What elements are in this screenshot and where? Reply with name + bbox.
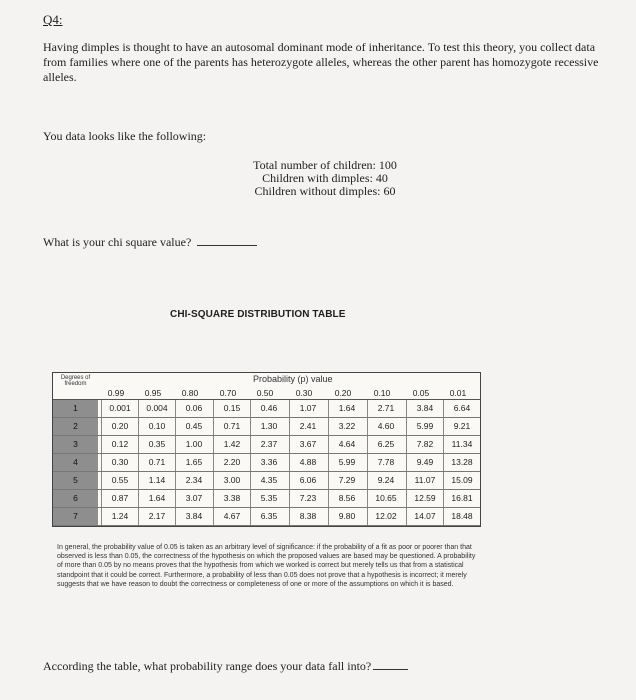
table-cell: 9.49 (406, 454, 443, 471)
table-cell: 0.87 (101, 490, 138, 507)
p-value-header: 0.05 (412, 388, 430, 398)
answer-blank (197, 235, 257, 246)
dof-header: Degrees of freedom (60, 375, 91, 387)
probability-header: Probability (p) value (253, 374, 333, 384)
table-cell: 1.07 (289, 400, 326, 417)
table-cell: 1.64 (138, 490, 175, 507)
table-cell: 12.02 (367, 508, 404, 525)
table-cell: 6.25 (367, 436, 404, 453)
table-cell: 15.09 (443, 472, 480, 489)
question-number: Q4: (43, 12, 63, 27)
table-cell: 1.24 (101, 508, 138, 525)
table-cell: 3.00 (213, 472, 250, 489)
table-cell: 6.06 (289, 472, 326, 489)
table-cell: 0.30 (101, 454, 138, 471)
table-cell: 4.64 (328, 436, 365, 453)
chi-square-question (43, 235, 257, 250)
table-cell: 10.65 (367, 490, 404, 507)
p-value-header: 0.10 (373, 388, 391, 398)
table-cell: 4.67 (213, 508, 250, 525)
significance-paragraph: In general, the probability value of 0.05 is taken as an arbitrary level of significance: if the probability of a fit as poor or poorer than that observed is less than 0.05, the correctness of the hypothesis on which the proposed values are based may be questioned. A probability of more than 0.05 by no means proves that the hypothesis from which we worked is correct but merely tells us that from a statistical standpoint that it could be correct. Furthermore, a probability of less than 0.05 does not prove that a hypothesis is incorrect; it merely suggests that we have reason to doubt the correctness or completeness of one or more of the assumptions on which it is based. (57, 544, 476, 588)
table-cell: 0.06 (175, 400, 212, 417)
table-cell: 16.81 (443, 490, 480, 507)
table-cell: 7.82 (406, 436, 443, 453)
table-cell: 0.46 (250, 400, 287, 417)
table-cell: 3.84 (406, 400, 443, 417)
table-cell: 0.001 (101, 400, 138, 417)
children-without-dimples: Children without dimples: 60 (254, 184, 396, 198)
table-row (53, 472, 480, 490)
table-cell: 2.20 (213, 454, 250, 471)
dof-cell: 6 (53, 490, 98, 507)
chi-square-table (52, 372, 481, 527)
table-cell: 2.41 (289, 418, 326, 435)
table-cell: 9.21 (443, 418, 480, 435)
table-cell: 0.004 (138, 400, 175, 417)
p-value-header: 0.99 (107, 388, 125, 398)
dof-cell: 1 (53, 400, 98, 417)
dof-cell: 5 (53, 472, 98, 489)
table-cell: 14.07 (406, 508, 443, 525)
table-cell: 13.28 (443, 454, 480, 471)
dof-cell: 7 (53, 508, 98, 525)
table-cell: 0.35 (138, 436, 175, 453)
table-cell: 3.84 (175, 508, 212, 525)
dof-cell: 2 (53, 418, 98, 435)
total-children: Total number of children: 100 (253, 158, 397, 172)
chi-square-question-text: What is your chi square value? (43, 235, 192, 249)
p-value-header: 0.30 (295, 388, 313, 398)
question-intro: Having dimples is thought to have an autosomal dominant mode of inheritance. To test this theory, you collect data from families where one of the parents has heterozygote alleles, whereas the other parent has homozygote recessive alleles. (43, 40, 599, 84)
data-summary (230, 159, 420, 198)
table-cell: 8.56 (328, 490, 365, 507)
table-cell: 18.48 (443, 508, 480, 525)
dof-cell: 4 (53, 454, 98, 471)
p-value-header: 0.95 (144, 388, 162, 398)
table-cell: 5.99 (406, 418, 443, 435)
table-cell: 6.64 (443, 400, 480, 417)
table-cell: 7.29 (328, 472, 365, 489)
table-cell: 3.67 (289, 436, 326, 453)
table-cell: 4.35 (250, 472, 287, 489)
table-cell: 3.38 (213, 490, 250, 507)
table-cell: 2.71 (367, 400, 404, 417)
table-cell: 3.22 (328, 418, 365, 435)
table-cell: 2.17 (138, 508, 175, 525)
p-value-header: 0.70 (219, 388, 237, 398)
table-cell: 3.36 (250, 454, 287, 471)
table-cell: 0.45 (175, 418, 212, 435)
table-row (53, 400, 480, 418)
final-question (43, 659, 408, 674)
table-cell: 4.60 (367, 418, 404, 435)
table-cell: 1.42 (213, 436, 250, 453)
dof-cell: 3 (53, 436, 98, 453)
table-cell: 1.64 (328, 400, 365, 417)
table-cell: 0.20 (101, 418, 138, 435)
table-cell: 2.37 (250, 436, 287, 453)
table-cell: 5.99 (328, 454, 365, 471)
table-row (53, 454, 480, 472)
table-cell: 1.30 (250, 418, 287, 435)
data-lead: You data looks like the following: (43, 129, 207, 143)
table-cell: 0.71 (213, 418, 250, 435)
table-cell: 6.35 (250, 508, 287, 525)
table-cell: 5.35 (250, 490, 287, 507)
table-row (53, 490, 480, 508)
table-cell: 1.00 (175, 436, 212, 453)
table-row (53, 508, 480, 526)
table-cell: 11.34 (443, 436, 480, 453)
p-value-header: 0.80 (181, 388, 199, 398)
p-value-header: 0.01 (449, 388, 467, 398)
table-cell: 9.80 (328, 508, 365, 525)
table-cell: 12.59 (406, 490, 443, 507)
table-cell: 8.38 (289, 508, 326, 525)
table-cell: 7.23 (289, 490, 326, 507)
table-cell: 4.88 (289, 454, 326, 471)
table-cell: 1.65 (175, 454, 212, 471)
p-value-header: 0.20 (334, 388, 352, 398)
table-cell: 0.15 (213, 400, 250, 417)
table-cell: 2.34 (175, 472, 212, 489)
table-cell: 9.24 (367, 472, 404, 489)
table-cell: 7.78 (367, 454, 404, 471)
final-question-text: According the table, what probability range does your data fall into? (43, 659, 372, 673)
table-cell: 0.12 (101, 436, 138, 453)
p-value-header: 0.50 (256, 388, 274, 398)
table-cell: 1.14 (138, 472, 175, 489)
table-header (53, 373, 480, 400)
table-row (53, 418, 480, 436)
table-cell: 3.07 (175, 490, 212, 507)
children-with-dimples: Children with dimples: 40 (262, 171, 388, 185)
table-cell: 0.71 (138, 454, 175, 471)
table-cell: 11.07 (406, 472, 443, 489)
table-row (53, 436, 480, 454)
table-cell: 0.10 (138, 418, 175, 435)
table-cell: 0.55 (101, 472, 138, 489)
final-answer-blank (373, 659, 408, 670)
table-title: CHI-SQUARE DISTRIBUTION TABLE (170, 309, 346, 320)
